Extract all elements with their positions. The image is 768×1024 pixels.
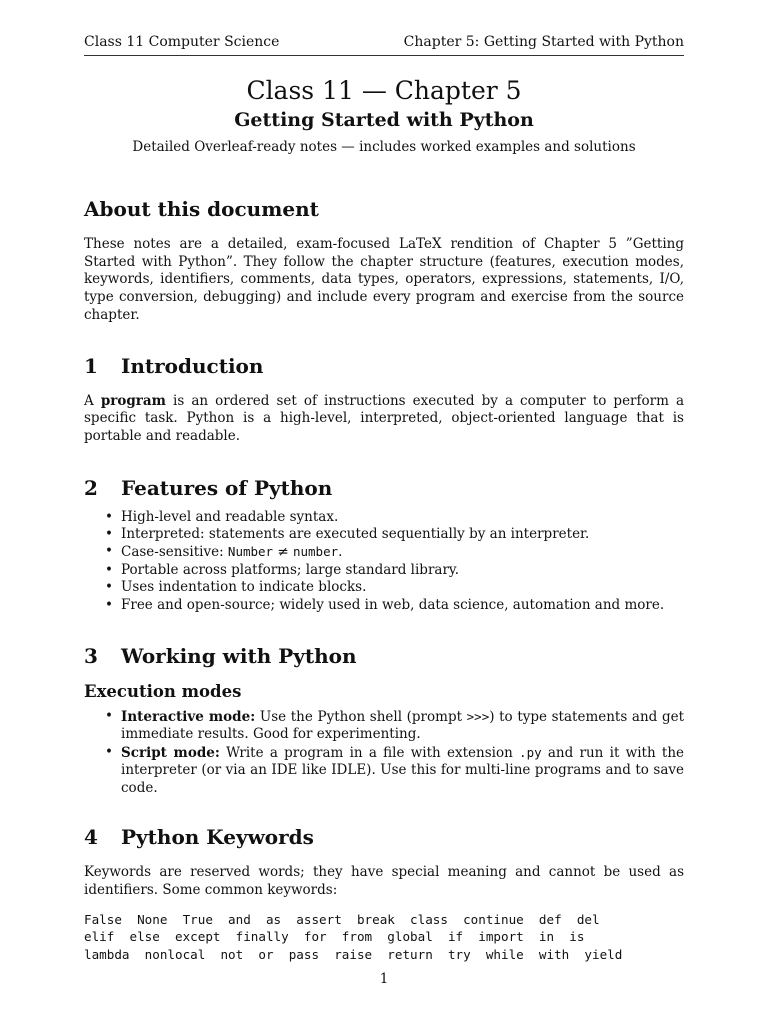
document-subtitle: Getting Started with Python bbox=[234, 109, 534, 131]
introduction-section bbox=[84, 353, 684, 446]
prompt-code: >>> bbox=[466, 709, 490, 725]
code-number-lower: number bbox=[292, 544, 339, 560]
header-left: Class 11 Computer Science bbox=[84, 34, 280, 50]
about-heading-text: About this document bbox=[84, 197, 319, 221]
list-item-text: Free and open-source; widely used in web, data science, automation and more. bbox=[121, 596, 665, 613]
about-paragraph: These notes are a detailed, exam-focused LaTeX rendition of Chapter 5 ”Getting Started with Python”. They follow the chapter structure (features, execution modes, keywords, identifiers, comments, data types, operators, expressions, statements, I/O, type conversion, debugging) and include every program and exercise from the source chapter. bbox=[84, 236, 684, 323]
section-title: Python Keywords bbox=[121, 825, 314, 850]
bullet-icon: • bbox=[105, 708, 113, 725]
bullet-icon: • bbox=[105, 579, 113, 596]
bullet-icon: • bbox=[105, 508, 113, 525]
keywords-section bbox=[84, 824, 684, 964]
list-item bbox=[84, 579, 684, 596]
list-item-period: . bbox=[338, 544, 343, 561]
interactive-mode-label: Interactive mode: bbox=[121, 709, 256, 726]
document-tagline: Detailed Overleaf-ready notes — includes worked examples and solutions bbox=[132, 139, 636, 155]
header-rule bbox=[84, 55, 684, 56]
header-right: Chapter 5: Getting Started with Python bbox=[403, 34, 684, 50]
list-item-text: and run it with the interpreter (or via an IDE like IDLE). Use this for multi-line programs and to save code. bbox=[121, 744, 685, 796]
working-section bbox=[84, 643, 684, 797]
intro-text-before: A bbox=[84, 392, 101, 409]
list-item-text: High-level and readable syntax. bbox=[121, 508, 339, 525]
bullet-icon: • bbox=[105, 596, 113, 613]
section-number: 4 bbox=[84, 825, 98, 850]
list-item bbox=[84, 744, 684, 797]
keywords-code-block bbox=[84, 911, 684, 964]
list-item-text: Uses indentation to indicate blocks. bbox=[121, 579, 367, 596]
about-section bbox=[84, 196, 684, 325]
script-mode-label: Script mode: bbox=[121, 744, 220, 761]
list-item-text: Write a program in a file with extension bbox=[219, 744, 520, 761]
list-item bbox=[84, 597, 684, 614]
about-heading bbox=[84, 196, 684, 222]
features-heading bbox=[84, 475, 684, 501]
section-title: Introduction bbox=[121, 353, 264, 378]
title-block bbox=[84, 76, 684, 156]
list-item bbox=[84, 708, 684, 744]
keywords-heading bbox=[84, 824, 684, 850]
intro-text-after: is an ordered set of instructions executed by a computer to perform a specific task. Python is a high-level, interpreted, object-oriented language that is portable and readable. bbox=[84, 392, 684, 444]
keywords-line: elif else except finally for from global if import in is bbox=[84, 929, 585, 945]
section-title: Features of Python bbox=[121, 475, 333, 500]
features-list bbox=[84, 509, 684, 614]
bullet-icon: • bbox=[105, 526, 113, 543]
document-body bbox=[84, 196, 684, 964]
bullet-icon: • bbox=[105, 743, 113, 760]
document-title: Class 11 — Chapter 5 bbox=[246, 76, 522, 105]
list-item bbox=[84, 509, 684, 526]
section-number: 3 bbox=[84, 644, 98, 669]
extension-code: .py bbox=[519, 744, 542, 760]
working-heading bbox=[84, 643, 684, 669]
list-item-text: Portable across platforms; large standard library. bbox=[121, 561, 460, 578]
execution-modes-list bbox=[84, 708, 684, 797]
section-number: 2 bbox=[84, 475, 98, 500]
section-title: Working with Python bbox=[121, 644, 357, 669]
features-section bbox=[84, 475, 684, 614]
list-item-text: Interpreted: statements are executed sequentially by an interpreter. bbox=[121, 526, 590, 543]
program-term: program bbox=[100, 392, 166, 409]
keywords-line: lambda nonlocal not or pass raise return try while with yield bbox=[84, 946, 623, 962]
code-number-upper: Number bbox=[227, 544, 274, 560]
list-item-text: ) to type statements and get immediate results. Good for experimenting. bbox=[121, 709, 684, 743]
bullet-icon: • bbox=[105, 543, 113, 560]
keywords-paragraph: Keywords are reserved words; they have special meaning and cannot be used as identifiers. Some common keywords: bbox=[84, 864, 684, 898]
list-item-text: Use the Python shell (prompt bbox=[255, 709, 467, 726]
list-item bbox=[84, 543, 684, 561]
page-number: 1 bbox=[379, 971, 389, 987]
keywords-line: False None True and as assert break class continue def del bbox=[84, 911, 600, 927]
introduction-heading bbox=[84, 353, 684, 379]
list-item bbox=[84, 562, 684, 579]
section-number: 1 bbox=[84, 353, 98, 378]
bullet-icon: • bbox=[105, 561, 113, 578]
not-equal-symbol: ≠ bbox=[277, 544, 289, 561]
execution-modes-heading: Execution modes bbox=[84, 682, 242, 702]
list-item-text: Case-sensitive: bbox=[121, 544, 228, 561]
introduction-paragraph bbox=[84, 393, 684, 446]
running-header bbox=[84, 33, 684, 51]
list-item bbox=[84, 526, 684, 543]
